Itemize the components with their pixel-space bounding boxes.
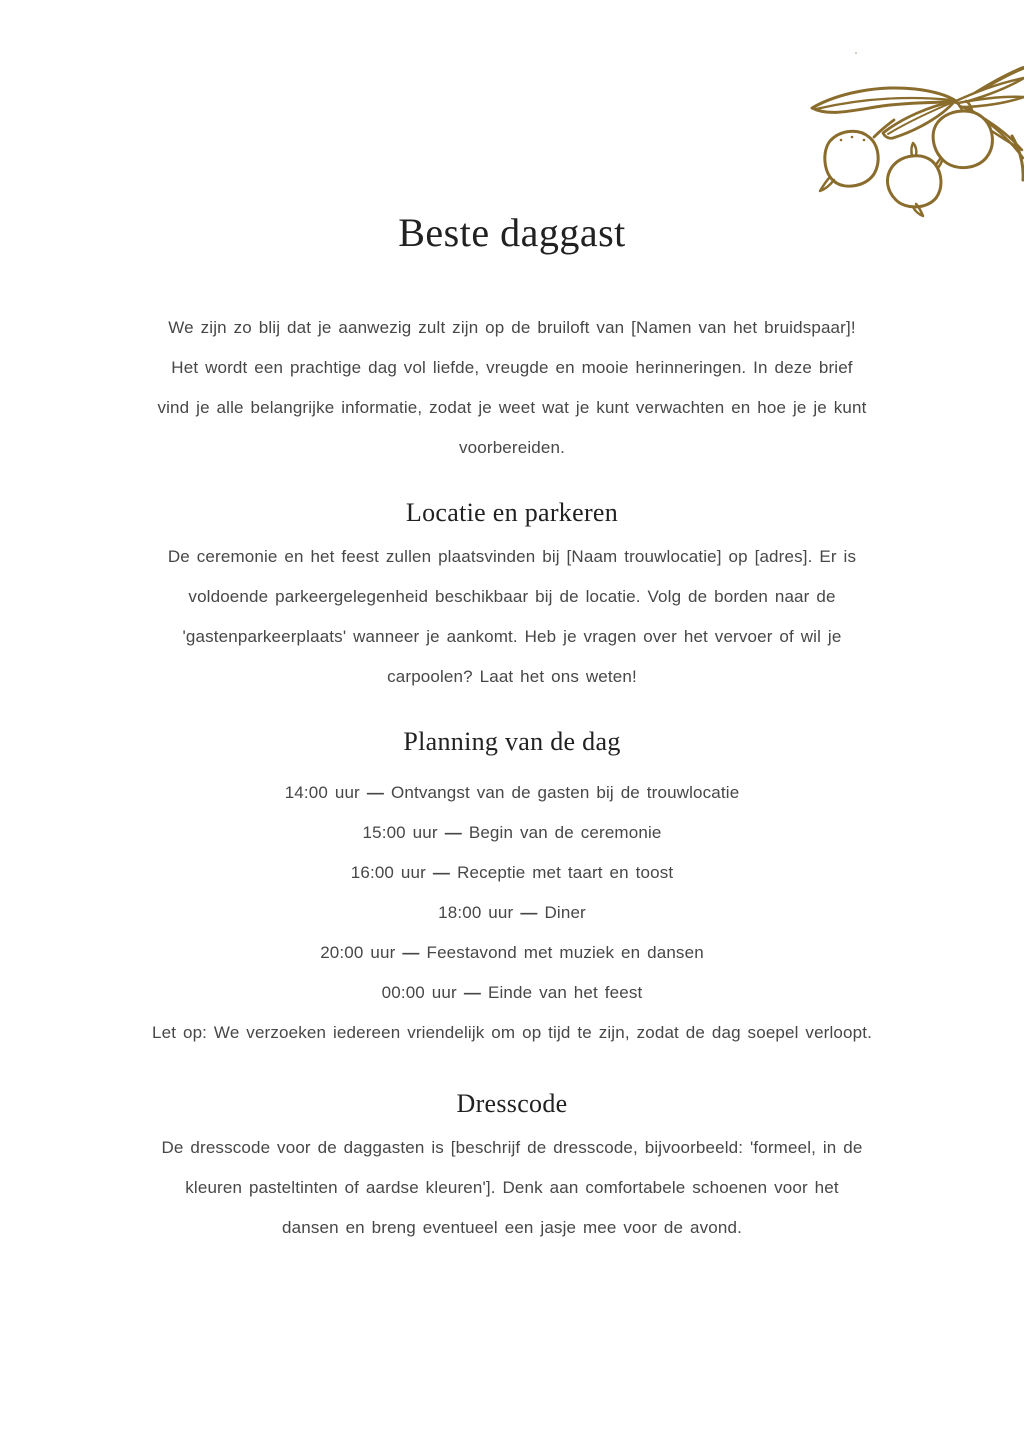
schedule-time: 00:00 uur xyxy=(381,983,457,1003)
punctuality-note: Let op: We verzoeken iedereen vriendelijk om op tijd te zijn, zodat de dag soepel verloopt. xyxy=(152,1023,872,1043)
schedule-time: 16:00 uur xyxy=(350,863,426,883)
schedule-time: 14:00 uur xyxy=(284,783,360,803)
schedule-separator: — xyxy=(366,783,385,803)
paragraph-line: Het wordt een prachtige dag vol liefde, vreugde en mooie herinneringen. In deze brief xyxy=(171,358,853,377)
schedule-list xyxy=(140,773,884,1053)
page-title: Beste daggast xyxy=(398,210,626,255)
schedule-separator: — xyxy=(463,983,481,1003)
schedule-activity: Einde van het feest xyxy=(487,983,643,1003)
section-heading-location: Locatie en parkeren xyxy=(405,498,619,527)
schedule-item xyxy=(140,893,884,933)
paragraph-line: De dresscode voor de daggasten is [beschrijf de dresscode, bijvoorbeeld: 'formeel, in de xyxy=(161,1138,863,1158)
schedule-time: 15:00 uur xyxy=(362,823,438,843)
schedule-item xyxy=(140,853,884,893)
paragraph-line: voorbereiden. xyxy=(459,438,565,457)
schedule-item xyxy=(140,813,884,853)
schedule-item xyxy=(140,933,884,973)
dresscode-paragraph xyxy=(140,1128,884,1248)
schedule-activity: Ontvangst van de gasten bij de trouwlocatie xyxy=(391,783,740,803)
paragraph-line: kleuren pasteltinten of aardse kleuren']. Denk aan comfortabele schoenen voor het xyxy=(185,1178,839,1198)
schedule-separator: — xyxy=(432,863,451,883)
schedule-time: 20:00 uur xyxy=(320,943,396,963)
schedule-item xyxy=(140,973,884,1013)
schedule-activity: Feestavond met muziek en dansen xyxy=(426,943,704,963)
paragraph-line: 'gastenparkeerplaats' wanneer je aankomt. Heb je vragen over het vervoer of wil je xyxy=(182,626,842,646)
section-heading-planning: Planning van de dag xyxy=(403,726,621,756)
paragraph-line: carpoolen? Laat het ons weten! xyxy=(387,666,637,686)
paragraph-line: We zijn zo blij dat je aanwezig zult zijn op de bruiloft van [Namen van het bruidspaar]! xyxy=(168,318,856,337)
paragraph-line: voldoende parkeergelegenheid beschikbaar bij de locatie. Volg de borden naar de xyxy=(188,586,836,606)
schedule-item xyxy=(140,773,884,813)
schedule-activity: Receptie met taart en toost xyxy=(457,863,674,883)
schedule-activity: Begin van de ceremonie xyxy=(468,823,662,843)
paragraph-line: dansen en breng eventueel een jasje mee voor de avond. xyxy=(282,1218,742,1238)
schedule-separator: — xyxy=(402,943,420,963)
paragraph-line: De ceremonie en het feest zullen plaatsvinden bij [Naam trouwlocatie] op [adres]. Er is xyxy=(167,546,857,566)
letter-content xyxy=(140,0,884,1248)
paragraph-line: vind je alle belangrijke informatie, zodat je weet wat je kunt verwachten en hoe je je kunt xyxy=(157,398,867,417)
schedule-activity: Diner xyxy=(544,903,586,923)
schedule-time: 18:00 uur xyxy=(438,903,514,923)
olive-branch-illustration xyxy=(790,40,1024,230)
schedule-separator: — xyxy=(520,903,538,923)
schedule-separator: — xyxy=(444,823,462,843)
section-heading-dresscode: Dresscode xyxy=(456,1089,568,1119)
intro-paragraph xyxy=(140,308,884,468)
location-paragraph xyxy=(140,537,884,697)
